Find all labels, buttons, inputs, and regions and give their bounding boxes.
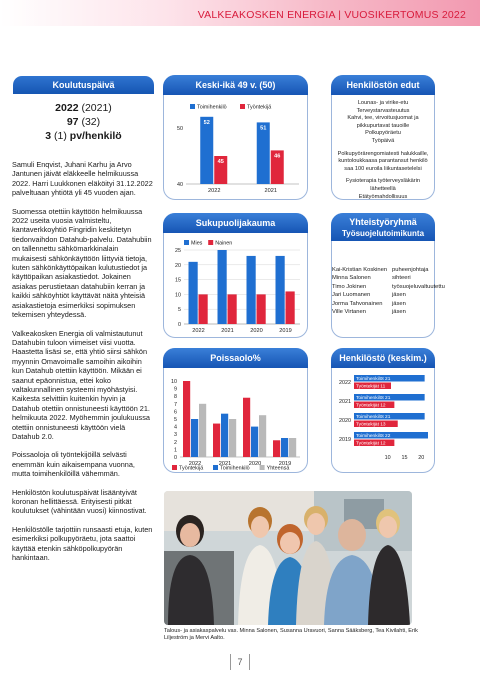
legend-label: Työntekijä xyxy=(247,104,272,111)
x-tick-label: 2021 xyxy=(221,328,234,334)
benefits-title: Henkilöstön edut xyxy=(331,75,435,95)
y-tick-label: 40 xyxy=(177,182,183,188)
benefits-group xyxy=(334,151,432,174)
bar-label: Työntekijät 12 xyxy=(356,441,386,447)
bar-label: Työntekijät 12 xyxy=(356,403,386,409)
cooperation-list xyxy=(318,266,448,316)
team-photo xyxy=(164,491,412,625)
x-tick-label: 20 xyxy=(418,455,425,461)
bar xyxy=(286,291,295,324)
bar-value-label: 51 xyxy=(260,125,267,132)
training-line-2 xyxy=(13,116,154,128)
x-tick-label: 2021 xyxy=(218,461,232,467)
gender-chart xyxy=(164,234,307,338)
bar-value-label: 45 xyxy=(217,159,224,165)
cooperation-title xyxy=(331,213,435,241)
page-header xyxy=(0,0,480,26)
x-tick-label: 2021 xyxy=(264,188,277,194)
cooperation-panel xyxy=(331,213,445,338)
benefits-panel xyxy=(331,75,435,200)
bar-label: Toimihenkilöt 21 xyxy=(356,415,391,420)
bar-value-label: 46 xyxy=(274,153,281,160)
benefits-list xyxy=(334,100,432,206)
member-name: Timo Jokinen xyxy=(332,283,367,290)
legend-label: Mies xyxy=(191,240,203,247)
x-tick-label: 2022 xyxy=(188,461,202,467)
bar xyxy=(189,262,198,324)
absence-chart-panel xyxy=(163,348,308,473)
bar xyxy=(218,250,227,324)
paragraph: Suomessa otettiin käyttöön helmikuussa 2022 useita vuosia valmisteltu, kantaverkkoyhtiö Fingridin keskitetyn tiedonvaihdon Datahub-palvelu. Datahubiin on tallennettu sähkömarkkinalain mukaisesti sähkönkäyttöön liittyviä tietoja, kuten sähkönkäyttöpaikan kulutustiedot ja käyttöpaikan asiakastiedot. Jokainen asiakas perustietaan datahubiin kerran ja kaikki sähköyhtiöt käyttävät näitä yhteisiä asiakastietoja esimerkiksi sopimuksen tekemisen yhteydessä. xyxy=(12,206,152,320)
legend-swatch xyxy=(172,465,177,470)
legend-label: Nainen xyxy=(215,240,233,247)
age-chart-title: Keski-ikä 49 v. (50) xyxy=(163,75,308,95)
bar xyxy=(213,424,220,457)
member-row xyxy=(318,274,448,282)
header-title: VALKEAKOSKEN ENERGIA | VUOSIKERTOMUS 2022 xyxy=(197,9,466,21)
y-tick-label: 5 xyxy=(178,307,181,314)
staff-chart-title: Henkilöstö (keskim.) xyxy=(331,348,435,368)
benefit-item: Polkupyörärengomiatesti halukkaille, kuntoloukkaasa parantansut henkilö saa 100 euroila liikuntasetelelsi xyxy=(337,150,429,172)
y-tick-label: 9 xyxy=(174,386,177,393)
photo-caption: Talous- ja asiakaspalvelu vas. Minna Salonen, Susanna Uravuori, Sanna Sääksberg, Tea Kivilahti, Erik Liljeström ja Mervi Aalto. xyxy=(164,628,418,642)
member-name: Jorma Tahvonainen xyxy=(332,300,383,307)
y-tick-label: 2 xyxy=(174,439,177,446)
y-tick-label: 15 xyxy=(175,277,181,284)
bar xyxy=(221,414,228,457)
bar xyxy=(257,294,266,324)
member-name: Kai-Kristian Koskinen xyxy=(332,267,388,273)
y-tick-label: 2019 xyxy=(339,437,351,443)
bar xyxy=(251,427,258,457)
y-tick-label: 20 xyxy=(175,262,181,269)
benefits-group xyxy=(334,178,432,201)
bar xyxy=(247,256,256,324)
benefit-item: Työpäivä xyxy=(371,137,395,144)
paragraph: Samuli Enqvist, Juhani Karhu ja Arvo Jantunen jäivät eläkkeelle helmikuussa 2022. Harri Luukkonen eläköityi 31.12.2022 palveltuaan yhtiötä yli 45 vuoden ajan. xyxy=(12,160,153,198)
member-role: jäsen xyxy=(392,309,406,316)
member-role: sihteeri xyxy=(392,275,411,282)
benefit-item: Fysioterapia työterveysläkärin lähetteellä xyxy=(346,178,420,192)
member-name: Minna Salonen xyxy=(332,275,371,282)
training-value-3: 3 xyxy=(45,130,52,142)
age-chart xyxy=(164,96,307,200)
x-tick-label: 2020 xyxy=(250,328,263,334)
paragraph: Henkilöstön koulutuspäivät lisääntyivät koronan hellittäessä. Erityisesti pitkät koulutukset (vähintään vuosi) kiinnostivat. xyxy=(12,487,147,516)
cooperation-title-line2: Työsuojelutoimikunta xyxy=(341,229,425,238)
bar xyxy=(257,122,270,184)
bar xyxy=(228,294,237,324)
x-tick-label: 15 xyxy=(401,455,408,461)
gender-chart-panel xyxy=(163,213,308,338)
legend-swatch xyxy=(190,104,195,109)
bar xyxy=(183,381,190,457)
staff-chart-panel xyxy=(331,348,435,473)
bar xyxy=(259,415,266,457)
training-value-2: 97 xyxy=(66,116,79,128)
training-line-3 xyxy=(13,130,154,142)
training-value-1: 2022 xyxy=(55,102,79,114)
legend-swatch xyxy=(208,240,213,245)
bar xyxy=(229,419,236,457)
training-extra-2: (32) xyxy=(81,116,101,128)
bar-label: Työntekijät 13 xyxy=(356,422,386,428)
paragraph: Poissaoloja oli työntekijöillä selvästi enemmän kuin aikaisempana vuonna, mutta toimihenkilöillä vähemmän. xyxy=(12,450,135,479)
benefit-item: Etätyömahdollisuus xyxy=(358,193,408,200)
paragraph: Valkeakosken Energia oli valmistautunut Datahubin tuloon viimeiset viisi vuotta. Haastetta lisäsi se, että yhtiö siirsi sähkön myynnin Omavoimalle samoihin aikoihin kun Datahub otettiin käyttöön. Mikään ei saanut epäonnistua, ettei koko valtakunnallinen systeemi myöhästyisi. Kaikesta selvittiin kuitenkin hyvin ja Datahub otettiin onnistuneesti käyttöön 21. helmikuuta 2022. Myöhemmin joulukuussa otettiin onnistuneesti käyttöön vielä Datahub 2.0. xyxy=(12,328,150,441)
legend-label: Työntekijä xyxy=(179,465,204,472)
legend-label: Toimihenkilö xyxy=(220,465,250,472)
age-chart-panel xyxy=(163,75,308,200)
legend-label: Yhteensä xyxy=(266,465,290,472)
bar xyxy=(273,440,280,457)
y-tick-label: 2021 xyxy=(339,399,351,405)
training-box xyxy=(13,94,154,148)
member-row xyxy=(318,291,448,299)
absence-chart-title: Poissaolo% xyxy=(163,348,308,368)
legend-swatch xyxy=(184,240,189,245)
benefit-item: Polkupyöräetu xyxy=(365,130,401,137)
bar-value-label: 52 xyxy=(203,119,210,126)
bar xyxy=(281,438,288,457)
x-tick-label: 2022 xyxy=(208,188,221,194)
training-unit: pv/henkilö xyxy=(69,130,122,142)
gender-chart-title: Sukupuolijakauma xyxy=(163,213,308,233)
y-tick-label: 2020 xyxy=(339,418,351,424)
y-tick-label: 8 xyxy=(174,394,177,401)
member-row xyxy=(318,266,448,274)
member-row xyxy=(318,283,448,291)
x-tick-label: 2020 xyxy=(248,461,262,467)
legend-label: Toimihenkilö xyxy=(197,104,227,111)
y-tick-label: 10 xyxy=(175,292,181,299)
team-photo-illustration xyxy=(164,491,412,625)
member-role: jäsen xyxy=(392,300,406,307)
bar-label: Toimihenkilöt 22 xyxy=(356,434,391,439)
x-tick-label: 2022 xyxy=(192,328,205,334)
bar xyxy=(289,438,296,457)
x-tick-label: 2019 xyxy=(278,461,292,467)
y-tick-label: 25 xyxy=(175,248,181,254)
legend-swatch xyxy=(213,465,218,470)
member-name: Ville Virtanen xyxy=(332,309,366,316)
bar xyxy=(243,398,250,457)
member-row xyxy=(318,308,448,316)
bar-label: Toimihenkilöt 21 xyxy=(356,377,391,382)
y-tick-label: 0 xyxy=(178,322,181,328)
y-tick-label: 50 xyxy=(177,126,183,132)
member-role: työsuojeluvaltuutettu xyxy=(392,283,445,290)
staff-chart xyxy=(332,369,434,473)
y-tick-label: 7 xyxy=(174,401,177,408)
y-tick-label: 3 xyxy=(174,432,177,439)
benefit-item: Terveystarvasteuutus xyxy=(356,107,410,114)
training-line-1 xyxy=(13,102,154,114)
bar xyxy=(191,419,198,457)
y-tick-label: 10 xyxy=(171,379,177,385)
training-title: Koulutuspäivä xyxy=(13,76,154,94)
training-extra-1: (2021) xyxy=(81,102,112,114)
bar xyxy=(200,117,213,184)
x-tick-label: 2019 xyxy=(279,328,292,334)
benefits-group xyxy=(334,100,432,146)
page-number: 7 xyxy=(230,654,250,670)
y-tick-label: 0 xyxy=(174,455,177,461)
member-name: Jari Luomanen xyxy=(332,292,371,299)
bar xyxy=(199,294,208,324)
body-text xyxy=(12,160,154,571)
legend-swatch xyxy=(240,104,245,109)
absence-chart xyxy=(164,369,307,473)
cooperation-title-line1: Yhteistyöryhmä xyxy=(349,217,417,227)
member-role: puheenjohtaja xyxy=(392,267,429,273)
member-role: jäsen xyxy=(392,292,406,299)
paragraph: Henkilöstölle tarjottiin runsaasti etuja, kuten esimerkiksi polkupyöräetu, jota saattoi käyttää etenkin sähköpolkupyörän hankintaan. xyxy=(12,524,153,563)
bar xyxy=(199,404,206,457)
bar-label: Työntekijät 11 xyxy=(356,384,386,390)
bar-label: Toimihenkilöt 21 xyxy=(356,396,391,401)
y-tick-label: 4 xyxy=(174,424,177,431)
y-tick-label: 5 xyxy=(174,417,177,423)
bar xyxy=(276,256,285,324)
y-tick-label: 2022 xyxy=(339,380,351,386)
member-row xyxy=(318,300,448,308)
benefit-item: Lounas- ja virike-etu xyxy=(357,100,409,106)
y-tick-label: 6 xyxy=(174,409,177,416)
training-extra-3: (1) xyxy=(54,130,67,142)
y-tick-label: 1 xyxy=(174,447,177,454)
benefit-item: Kahvi, tee, virvoitusjuomat ja pikkupurtavat tauoille xyxy=(347,115,419,129)
x-tick-label: 10 xyxy=(384,455,391,461)
